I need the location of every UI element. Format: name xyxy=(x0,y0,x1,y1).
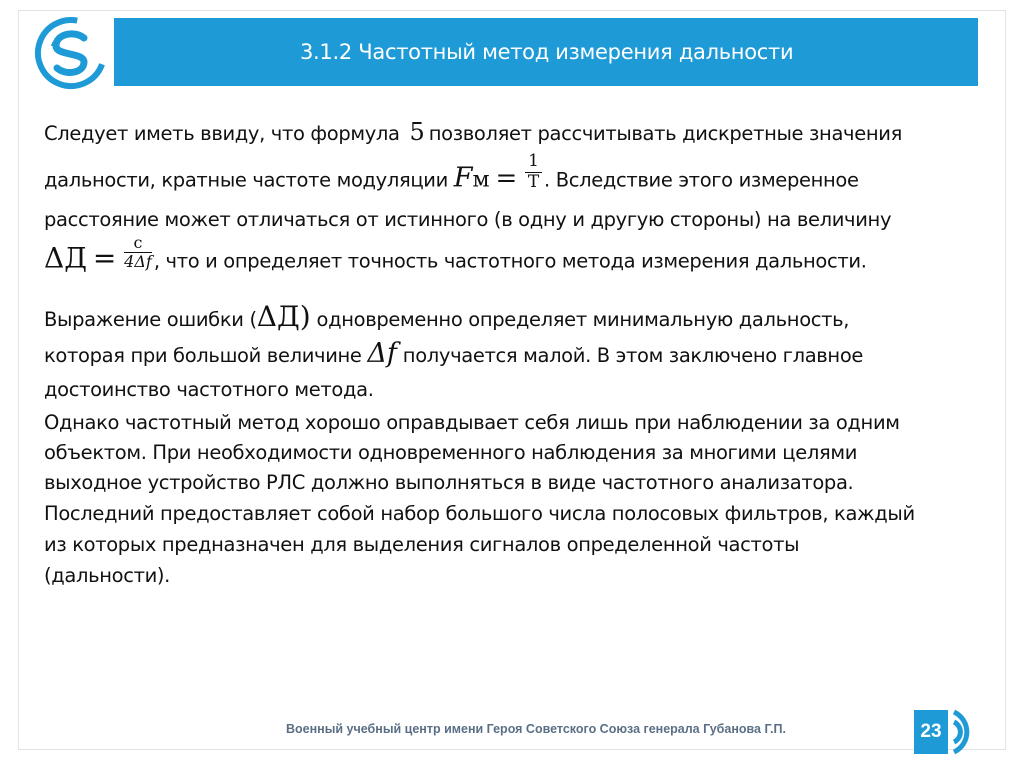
text: (дальности). xyxy=(44,564,171,587)
text-line-3 xyxy=(44,208,891,231)
page-number: 23 xyxy=(914,710,948,754)
text: , что и определяет точность частотного метода измерения дальности. xyxy=(153,249,867,273)
text: достоинство частотного метода. xyxy=(44,378,374,401)
formula-number: 5 xyxy=(409,118,425,146)
page-title: 3.1.2 Частотный метод измерения дальности xyxy=(300,40,794,64)
text: . Вследствие этого измеренное xyxy=(544,168,859,192)
text: объектом. При необходимости одновременного наблюдения за многими целями xyxy=(44,441,858,464)
text-line-4 xyxy=(44,234,867,274)
text-line-13 xyxy=(44,564,170,587)
text: из которых предназначен для выделения сигналов определенной частоты xyxy=(44,533,800,556)
math-equals: = xyxy=(495,163,518,194)
text: позволяет рассчитывать дискретные значения xyxy=(428,122,902,145)
text-line-11 xyxy=(44,502,915,525)
fraction-numerator: 1 xyxy=(525,152,542,173)
text-line-1 xyxy=(44,118,902,146)
math-subscript-m: м xyxy=(472,167,490,193)
vuc-badge-logo-icon xyxy=(950,706,982,758)
math-delta-f: Δf xyxy=(367,338,397,369)
fraction-denominator: T xyxy=(527,171,540,192)
math-fraction-1-over-T xyxy=(525,152,542,192)
fraction-denominator: 4Δf xyxy=(124,252,152,272)
text-line-9 xyxy=(44,441,857,464)
text: выходное устройство РЛС должно выполняться в виде частотного анализатора. xyxy=(44,471,854,494)
text-line-8 xyxy=(44,411,900,434)
text: Выражение ошибки ( xyxy=(44,308,257,331)
text-line-7 xyxy=(44,378,374,401)
text: Следует иметь ввиду, что формула xyxy=(44,122,400,145)
fraction-numerator: c xyxy=(124,234,152,253)
text-line-5 xyxy=(44,300,849,333)
text: дальности, кратные частоте модуляции xyxy=(44,168,448,192)
text: расстояние может отличаться от истинного (в одну и другую стороны) на величину xyxy=(44,208,892,231)
text-line-2 xyxy=(44,152,859,194)
text-line-12 xyxy=(44,533,799,556)
text: которая при большой величине xyxy=(44,344,362,367)
text: Последний предоставляет собой набор большого числа полосовых фильтров, каждый xyxy=(44,502,915,525)
text: получается малой. В этом заключено главное xyxy=(402,344,864,367)
text: Однако частотный метод хорошо оправдывает себя лишь при наблюдении за одним xyxy=(44,411,900,434)
vuc-logo-icon xyxy=(34,16,108,90)
math-F: F xyxy=(453,162,473,194)
math-fraction-c-over-4df xyxy=(124,234,152,272)
math-delta-D: ΔД) xyxy=(256,300,311,333)
footer-institution: Военный учебный центр имени Героя Советского Союза генерала Губанова Г.П. xyxy=(286,722,786,736)
math-equals: = xyxy=(92,241,117,275)
text-line-10 xyxy=(44,471,853,494)
text-line-6 xyxy=(44,338,863,369)
title-bar xyxy=(114,18,978,86)
math-delta-D: ΔД xyxy=(44,241,87,275)
text: одновременно определяет минимальную дальность, xyxy=(316,308,850,331)
